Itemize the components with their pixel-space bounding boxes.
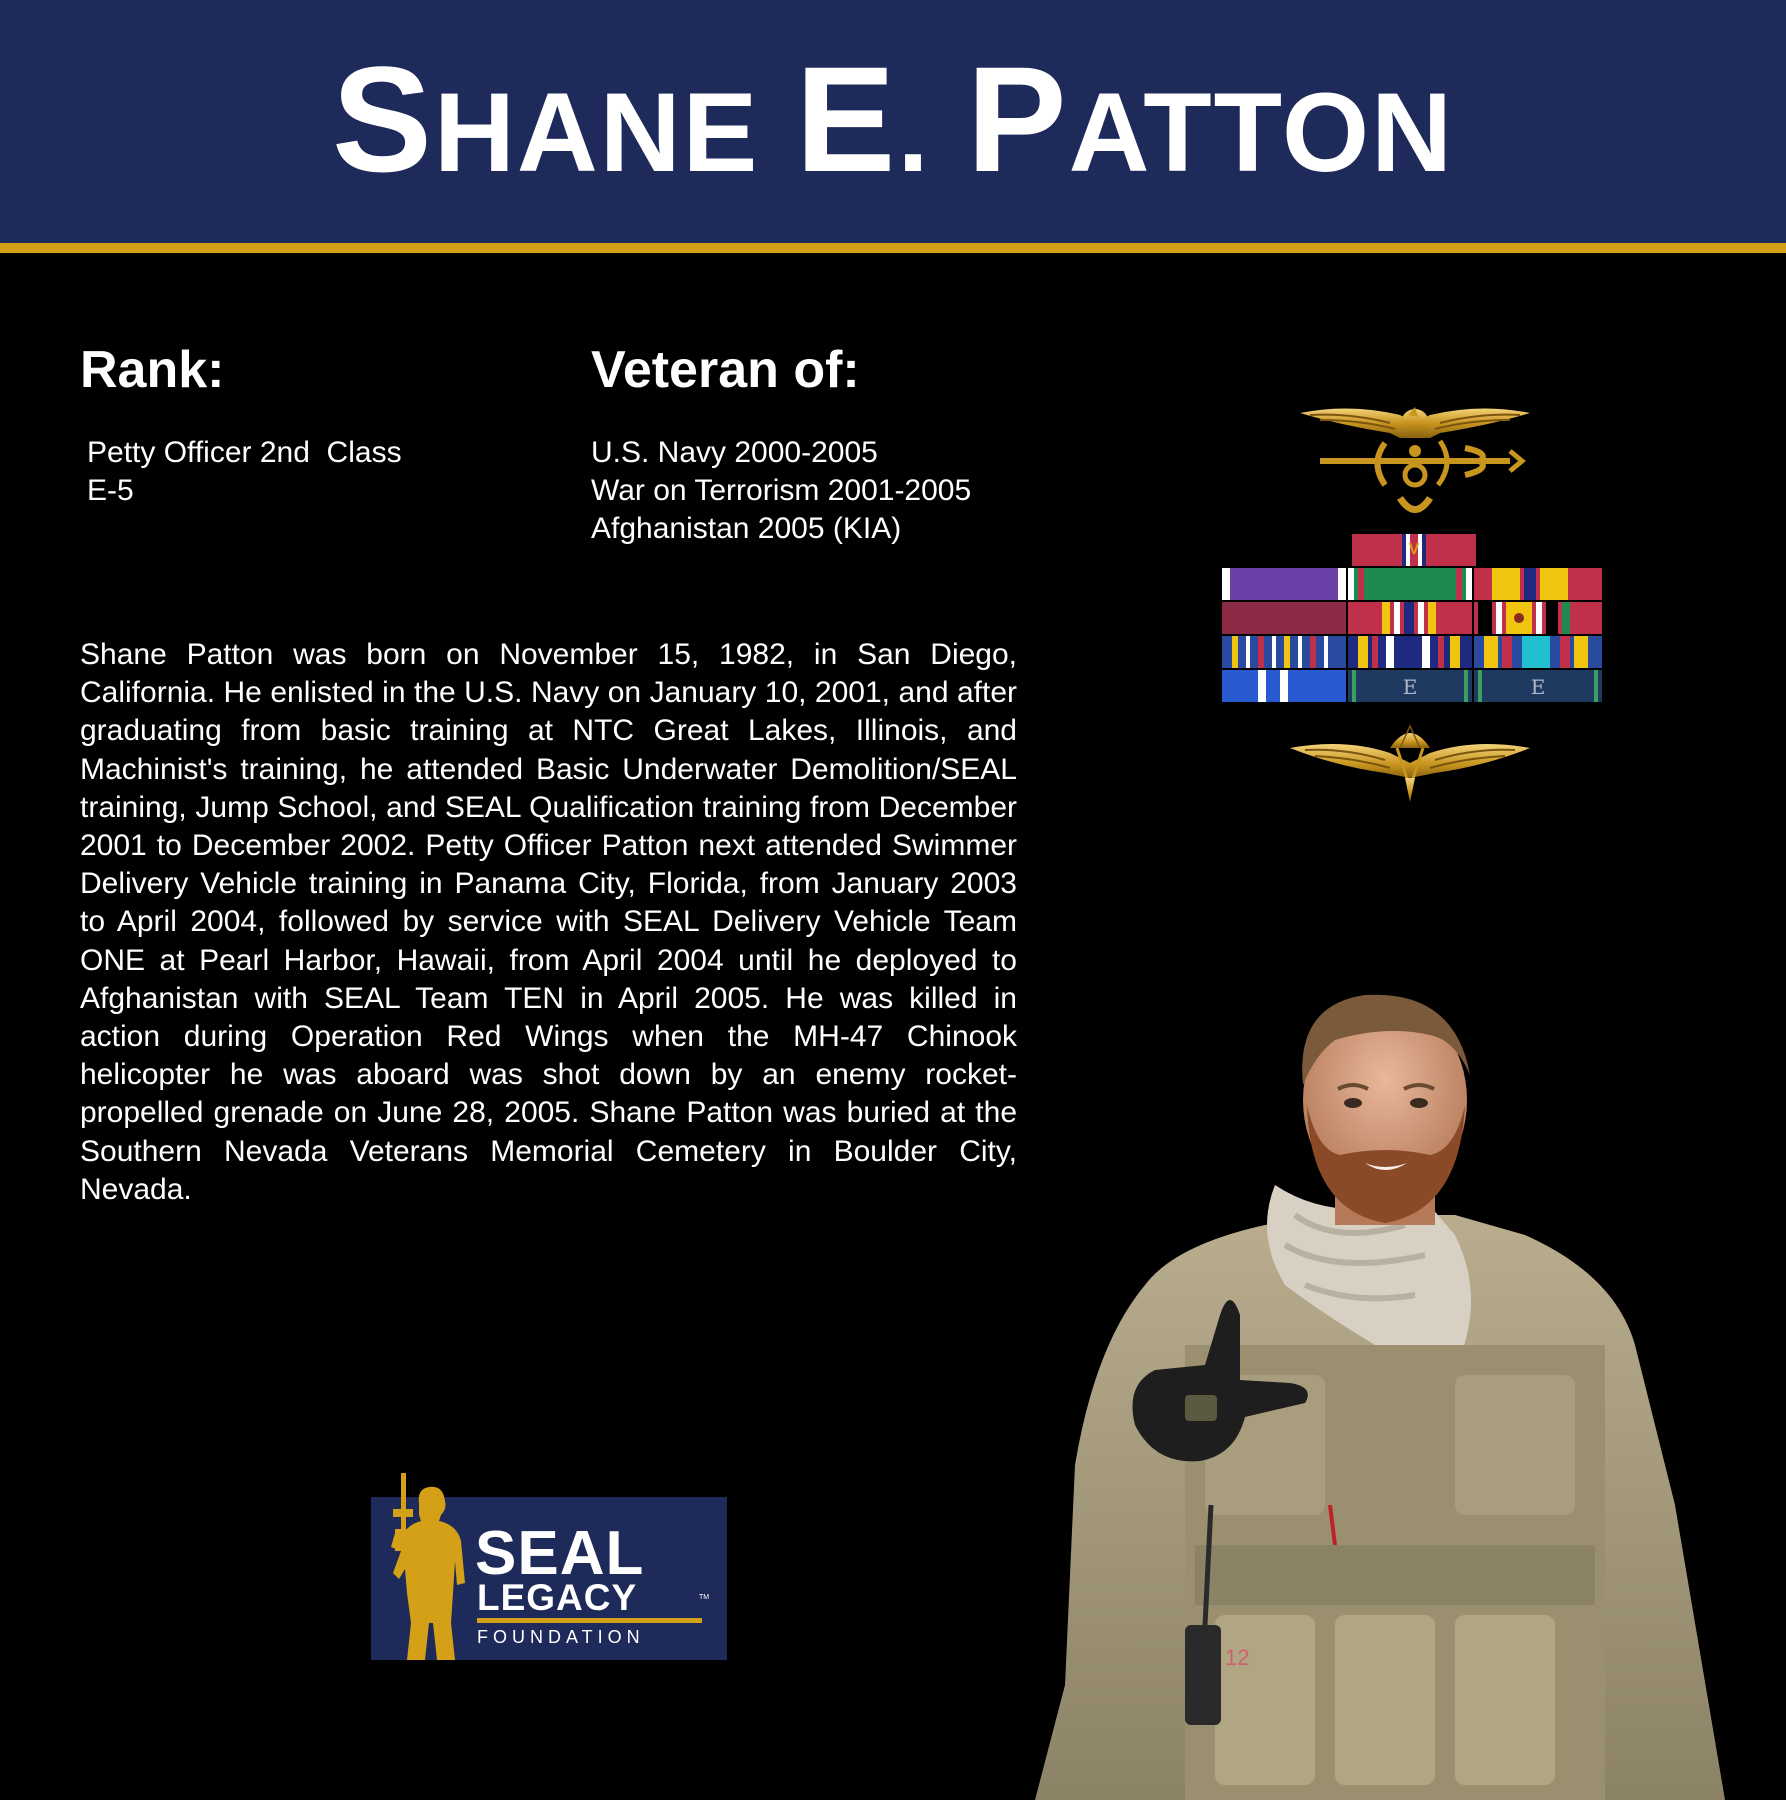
veteran-details bbox=[591, 434, 971, 548]
rank-heading: Rank: bbox=[80, 341, 225, 399]
title-rest-last: ATTON bbox=[1068, 70, 1455, 195]
title-initial-first: S bbox=[331, 35, 435, 203]
ribbon-device-e-1: E bbox=[1402, 675, 1418, 699]
logo-legacy-text: LEGACY bbox=[477, 1577, 638, 1618]
soldier-silhouette-icon bbox=[371, 1473, 491, 1660]
ribbon-device-v: V bbox=[1408, 541, 1420, 558]
rank-title: Petty Officer 2nd Class bbox=[87, 436, 402, 469]
logo-seal-text: SEAL bbox=[475, 1519, 645, 1588]
title-initial-last: P bbox=[966, 35, 1069, 203]
header-gold-stripe bbox=[0, 243, 1786, 253]
rank-details bbox=[87, 434, 402, 510]
logo-foundation-text: FOUNDATION bbox=[477, 1627, 645, 1647]
page-title bbox=[0, 35, 1786, 203]
portrait-photo bbox=[1035, 985, 1755, 1800]
veteran-line-afghanistan: Afghanistan 2005 (KIA) bbox=[591, 512, 902, 545]
biography-text: Shane Patton was born on November 15, 1982, in San Diego, California. He enlisted in the U.S. Navy on January 10, 2001, and after graduating from basic training at NTC Great Lakes, Illinois, and Machinist's training, he attended Basic Underwater Demolition/SEAL training, Jump School, and SEAL Qualification training from December 2001 to December 2002. Petty Officer Patton next attended Swimmer Delivery Vehicle training in Panama City, Florida, from January 2003 to April 2004, followed by service with SEAL Delivery Vehicle Team ONE at Pearl Harbor, Hawaii, from April 2004 until he deployed to Afghanistan with SEAL Team TEN in April 2005. He was killed in action during Operation Red Wings when the MH-47 Chinook helicopter he was aboard was shot down by an enemy rocket-propelled grenade on June 28, 2005. Shane Patton was buried at the Southern Nevada Veterans Memorial Cemetery in Boulder City, Nevada. bbox=[80, 638, 1017, 1206]
parachutist-wings-icon bbox=[1285, 718, 1535, 803]
title-rest-middle: . bbox=[897, 70, 931, 195]
service-ribbon-rack bbox=[1222, 534, 1602, 708]
veteran-heading: Veteran of: bbox=[591, 341, 860, 399]
logo-trademark: TM bbox=[699, 1594, 710, 1601]
gear-marking: 12 bbox=[1225, 1645, 1250, 1670]
seal-trident-icon bbox=[1290, 393, 1540, 523]
title-initial-middle: E bbox=[795, 35, 898, 203]
veteran-line-navy: U.S. Navy 2000-2005 bbox=[591, 436, 878, 469]
title-rest-first: HANE bbox=[434, 70, 760, 195]
seal-legacy-foundation-logo bbox=[371, 1473, 727, 1660]
rank-grade: E-5 bbox=[87, 474, 134, 507]
ribbon-device-e-2: E bbox=[1530, 675, 1546, 699]
logo-gold-rule bbox=[477, 1618, 702, 1623]
veteran-line-terrorism: War on Terrorism 2001-2005 bbox=[591, 474, 972, 507]
